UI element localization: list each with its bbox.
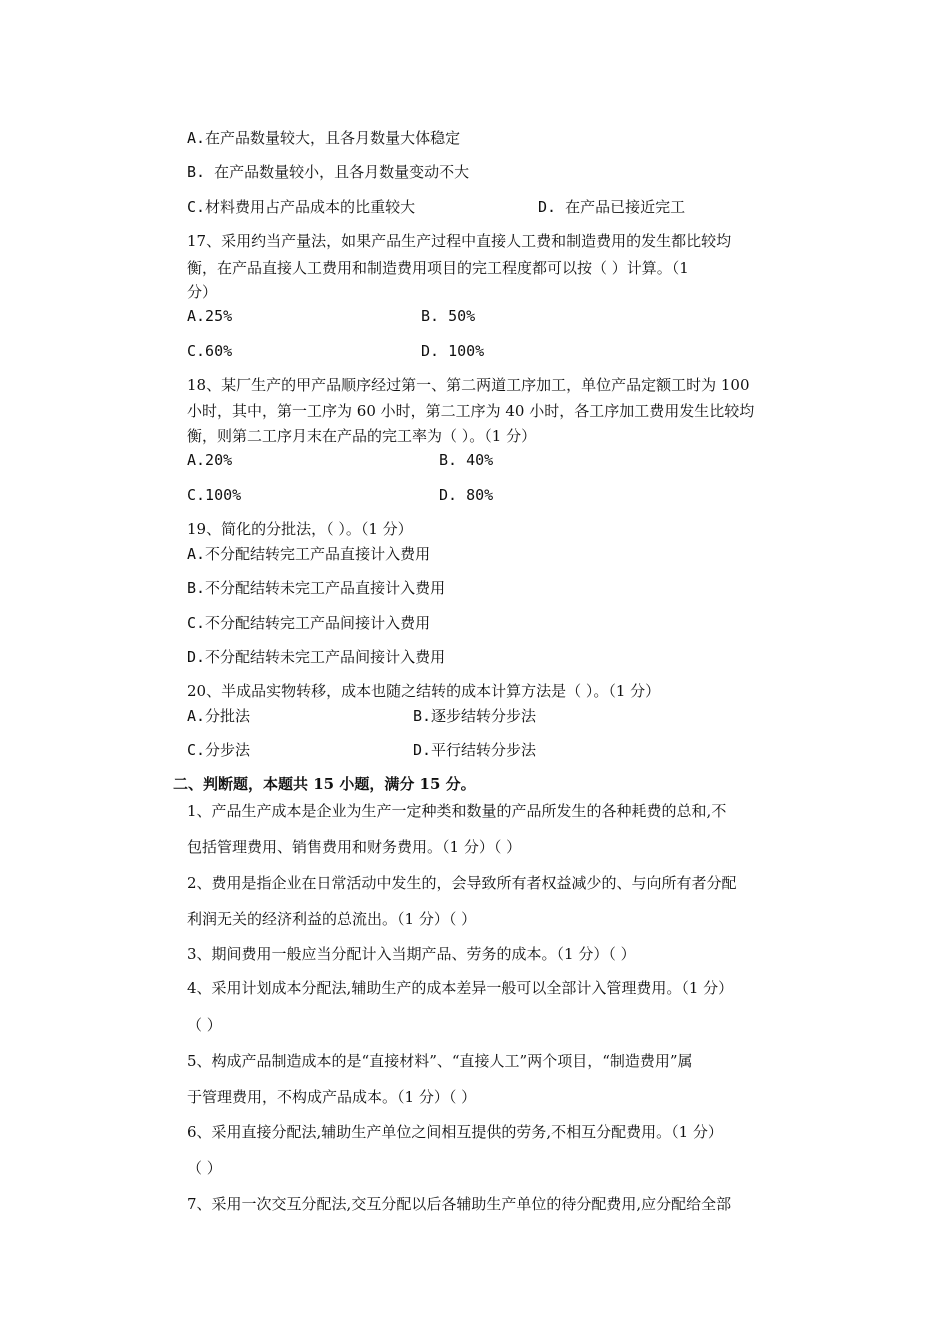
q18-option-d: D. 80% (439, 486, 494, 504)
q18-option-c: C.100% (187, 486, 242, 504)
q20-option-d: D.平行结转分步法 (413, 741, 537, 759)
j5-line2: 于管理费用，不构成产品成本。（1 分）（ ） (187, 1088, 477, 1106)
q19-option-c: C.不分配结转完工产品间接计入费用 (187, 614, 431, 632)
q16-option-b: B. 在产品数量较小，且各月数量变动不大 (187, 163, 470, 181)
q17-stem-line2: 衡，在产品直接人工费用和制造费用项目的完工程度都可以按（ ）计算。（1 (187, 259, 689, 277)
q18-option-b: B. 40% (439, 451, 494, 469)
j6-line1: 6、采用直接分配法,辅助生产单位之间相互提供的劳务,不相互分配费用。（1 分） (187, 1123, 723, 1141)
q20-option-a: A.分批法 (187, 707, 251, 725)
q19-stem: 19、简化的分批法，（ ）。（1 分） (187, 520, 413, 538)
q18-option-a: A.20% (187, 451, 233, 469)
q17-option-d: D. 100% (421, 342, 485, 360)
j2-line2: 利润无关的经济利益的总流出。（1 分）（ ） (187, 910, 477, 928)
j1-line1: 1、产品生产成本是企业为生产一定种类和数量的产品所发生的各种耗费的总和,不 (187, 802, 727, 820)
j4-line1: 4、采用计划成本分配法,辅助生产的成本差异一般可以全部计入管理费用。（1 分） (187, 979, 734, 997)
j7-line1: 7、采用一次交互分配法,交互分配以后各辅助生产单位的待分配费用,应分配给全部 (187, 1195, 732, 1213)
q19-option-a: A.不分配结转完工产品直接计入费用 (187, 545, 431, 563)
q17-stem-line1: 17、采用约当产量法，如果产品生产过程中直接人工费和制造费用的发生都比较均 (187, 232, 732, 250)
q20-option-c: C.分步法 (187, 741, 251, 759)
q17-stem-line3: 分） (187, 283, 218, 301)
q17-option-a: A.25% (187, 307, 233, 325)
q16-option-d: D. 在产品已接近完工 (538, 198, 686, 216)
q16-option-c: C.材料费用占产品成本的比重较大 (187, 198, 416, 216)
j4-line2: （ ） (187, 1016, 222, 1034)
q20-option-b: B.逐步结转分步法 (413, 707, 537, 725)
q17-option-c: C.60% (187, 342, 233, 360)
q19-option-b: B.不分配结转未完工产品直接计入费用 (187, 579, 446, 597)
q18-stem-line2: 小时，其中，第一工序为 60 小时，第二工序为 40 小时，各工序加工费用发生比较均 (187, 402, 755, 420)
j6-line2: （ ） (187, 1159, 222, 1177)
j5-line1: 5、构成产品制造成本的是“直接材料”、“直接人工”两个项目，“制造费用”属 (187, 1052, 693, 1070)
j1-line2: 包括管理费用、销售费用和财务费用。（1 分）（ ） (187, 838, 522, 856)
j3-line1: 3、期间费用一般应当分配计入当期产品、劳务的成本。（1 分）（ ） (187, 945, 636, 963)
q19-option-d: D.不分配结转未完工产品间接计入费用 (187, 648, 446, 666)
q18-stem-line1: 18、某厂生产的甲产品顺序经过第一、第二两道工序加工，单位产品定额工时为 100 (187, 376, 750, 394)
j2-line1: 2、费用是指企业在日常活动中发生的，会导致所有者权益减少的、与向所有者分配 (187, 874, 737, 892)
q17-option-b: B. 50% (421, 307, 476, 325)
q20-stem: 20、半成品实物转移，成本也随之结转的成本计算方法是（ ）。（1 分） (187, 682, 661, 700)
q18-stem-line3: 衡，则第二工序月末在产品的完工率为（ ）。（1 分） (187, 427, 537, 445)
section-2-heading: 二、判断题，本题共 15 小题，满分 15 分。 (173, 775, 476, 793)
q16-option-a: A.在产品数量较大，且各月数量大体稳定 (187, 129, 461, 147)
